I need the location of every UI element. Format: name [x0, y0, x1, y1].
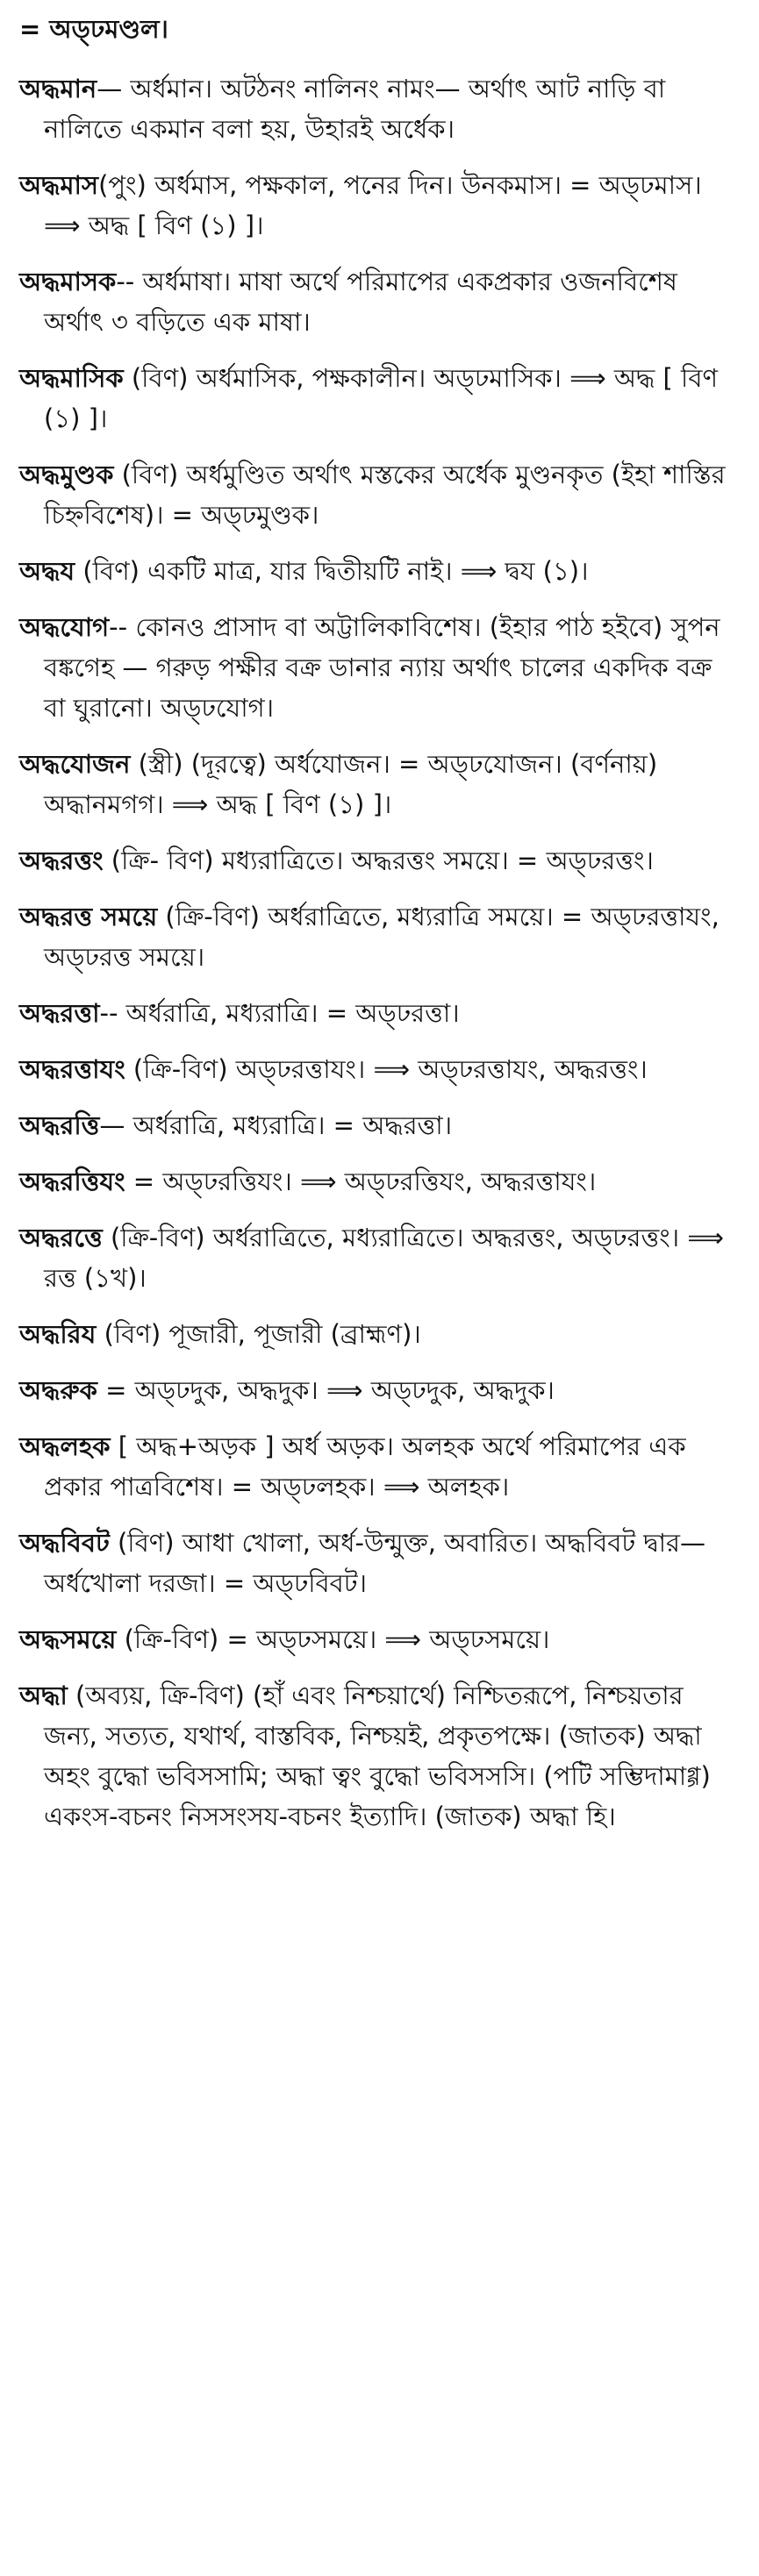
entry-body: (পুং) অর্ধমাস, পক্ষকাল, পনের দিন। উনকমাস। = অড্‌ঢমাস। ⟹ অদ্ধ [ বিণ (১) ]। [44, 170, 702, 240]
entry-body: = অড্‌ঢরত্তিযং। ⟹ অড্‌ঢরত্তিযং, অদ্ধরত্তাযং। [132, 1167, 597, 1196]
entry-body: (অব্যয়, ক্রি-বিণ) (হাঁ এবং নিশ্চয়ার্থে) নিশ্চিতরূপে, নিশ্চয়তার জন্য, সত্যত, যথার্থ, বাস্তবিক, নিশ্চয়ই, প্রকৃতপক্ষে। (জাতক) অদ্ধা অহং বুদ্ধো ভবিসসামি; অদ্ধা ত্বং বুদ্ধো ভবিসসসি। (পটি সম্ভিদামাগ্গ) একংস-বচনং নিসসংসয-বচনং ইত্যাদি। (জাতক) অদ্ধা হি। [44, 1680, 711, 1831]
entry-headword: অদ্ধরত্তি [19, 1110, 100, 1140]
entry-body: -- অর্ধরাত্রি, মধ্যরাত্রি। = অড্‌ঢরত্তা। [99, 998, 460, 1028]
dictionary-entry [19, 744, 740, 824]
dictionary-entry [19, 1523, 740, 1603]
entry-headword: অদ্ধা [19, 1680, 68, 1710]
dictionary-entry [19, 607, 740, 728]
entry-headword: অদ্ধরত্তিযং [19, 1167, 125, 1196]
entry-body: — অর্ধরাত্রি, মধ্যরাত্রি। = অদ্ধরত্তা। [99, 1110, 453, 1140]
entry-body: -- অর্ধমাষা। মাষা অর্থে পরিমাপের একপ্রকার ওজনবিশেষ অর্থাৎ ৩ বড়িতে এক মাষা। [44, 267, 677, 337]
entry-headword: অদ্ধযোজন [19, 749, 131, 779]
dictionary-entry [19, 9, 740, 49]
entry-body: = অড্‌ঢদুক, অদ্ধদুক। ⟹ অড্‌ঢদুক, অদ্ধদুক। [105, 1375, 555, 1405]
entry-body: (ক্রি-বিণ) অর্ধরাত্রিতে, মধ্যরাত্রিতে। অদ্ধরত্তং, অড্‌ঢরত্তং। ⟹ রত্ত (১খ)। [44, 1223, 724, 1293]
entry-body: (ক্রি-বিণ) = অড্‌ঢসময়ে। ⟹ অড্‌ঢসময়ে। [124, 1624, 550, 1654]
entry-headword: অদ্ধলহক [19, 1431, 111, 1461]
dictionary-entry [19, 68, 740, 149]
dictionary-entry [19, 1314, 740, 1354]
dictionary-entry [19, 1049, 740, 1089]
entry-body: (বিণ) পূজারী, পূজারী (ব্রাহ্মণ)। [104, 1319, 421, 1349]
entry-body: (স্ত্রী) (দূরত্বে) অর্ধযোজন। = অড্‌ঢযোজন। (বর্ণনায়) অদ্ধানমগগ। ⟹ অদ্ধ [ বিণ (১) ]। [44, 749, 658, 819]
dictionary-entry [19, 1675, 740, 1837]
dictionary-entry [19, 358, 740, 439]
entry-headword: অদ্ধসময়ে [19, 1624, 117, 1654]
entry-headword: অদ্ধমাস [19, 170, 99, 200]
entry-headword: অদ্ধরিয [19, 1319, 97, 1349]
dictionary-entry [19, 1217, 740, 1298]
entry-body: — অর্ধমান। অটঠনং নালিনং নামং— অর্থাৎ আট নাড়ি বা নালিতে একমান বলা হয়, উহারই অর্ধেক। [44, 74, 666, 144]
dictionary-entry [19, 165, 740, 246]
entry-headword: অদ্ধবিবট [19, 1528, 110, 1558]
dictionary-entry [19, 551, 740, 591]
entry-headword: অদ্ধমাসিক [19, 363, 124, 393]
dictionary-entry [19, 454, 740, 535]
entry-headword: অদ্ধরত্তা [19, 998, 100, 1028]
dictionary-entry [19, 896, 740, 977]
entry-headword: অদ্ধরত্তে [19, 1223, 103, 1252]
dictionary-entry [19, 840, 740, 881]
entry-body: = অড্‌ঢমণ্ডল। [19, 14, 168, 44]
entry-headword: অদ্ধরত্ত সময়ে [19, 902, 158, 931]
entry-headword: অদ্ধরুক [19, 1375, 97, 1405]
entry-body: (বিণ) একটি মাত্র, যার দ্বিতীয়টি নাই। ⟹ দ্বয (১)। [82, 556, 589, 586]
entry-body: (বিণ) অর্ধমাসিক, পক্ষকালীন। অড্‌ঢমাসিক। ⟹ অদ্ধ [ বিণ (১) ]। [44, 363, 719, 433]
entry-body: (বিণ) আধা খোলা, অর্ধ-উন্মুক্ত, অবারিত। অদ্ধবিবট দ্বার— অর্ধখোলা দরজা। = অড্‌ঢবিবট। [44, 1528, 706, 1598]
entry-body: (ক্রি-বিণ) অড্‌ঢরত্তাযং। ⟹ অড্‌ঢরত্তাযং, অদ্ধরত্তং। [132, 1054, 648, 1084]
entry-headword: অদ্ধমাসক [19, 267, 117, 296]
dictionary-entry [19, 261, 740, 342]
entry-headword: অদ্ধরত্তং [19, 846, 104, 875]
entry-headword: অদ্ধযোগ [19, 612, 110, 642]
dictionary-entry [19, 1619, 740, 1659]
entry-body: (ক্রি-বিণ) অর্ধরাত্রিতে, মধ্যরাত্রি সময়ে। = অড্‌ঢরত্তাযং, অড্‌ঢরত্ত সময়ে। [44, 902, 720, 972]
entry-headword: অদ্ধমান [19, 74, 97, 103]
dictionary-entry [19, 1370, 740, 1410]
dictionary-entry [19, 993, 740, 1033]
entry-headword: অদ্ধয [19, 556, 75, 586]
dictionary-entry [19, 1105, 740, 1145]
dictionary-entry [19, 1426, 740, 1507]
entry-body: -- কোনও প্রাসাদ বা অট্টালিকাবিশেষ। (ইহার পাঠ হইবে) সুপন বঙ্কগেহ — গরুড় পক্ষীর বক্র ডানার ন্যায় অর্থাৎ চালের একদিক বক্র বা ঘুরানো। অড্‌ঢযোগ। [44, 612, 720, 723]
entry-body: [ অদ্ধ+অড়ক ] অর্ধ অড়ক। অলহক অর্থে পরিমাপের এক প্রকার পাত্রবিশেষ। = অড্‌ঢলহক। ⟹ অলহক। [44, 1431, 686, 1502]
entry-headword: অদ্ধমুণ্ডক [19, 460, 114, 489]
dictionary-entry [19, 1161, 740, 1202]
entry-headword: অদ্ধরত্তাযং [19, 1054, 125, 1084]
entry-body: (ক্রি- বিণ) মধ্যরাত্রিতে। অদ্ধরত্তং সময়ে। = অড্‌ঢরত্তং। [111, 846, 654, 875]
entry-body: (বিণ) অর্ধমুণ্ডিত অর্থাৎ মস্তকের অর্ধেক মুণ্ডনকৃত (ইহা শাস্তির চিহ্নবিশেষ)। = অড্‌ঢমুণ্ডক। [44, 460, 726, 530]
